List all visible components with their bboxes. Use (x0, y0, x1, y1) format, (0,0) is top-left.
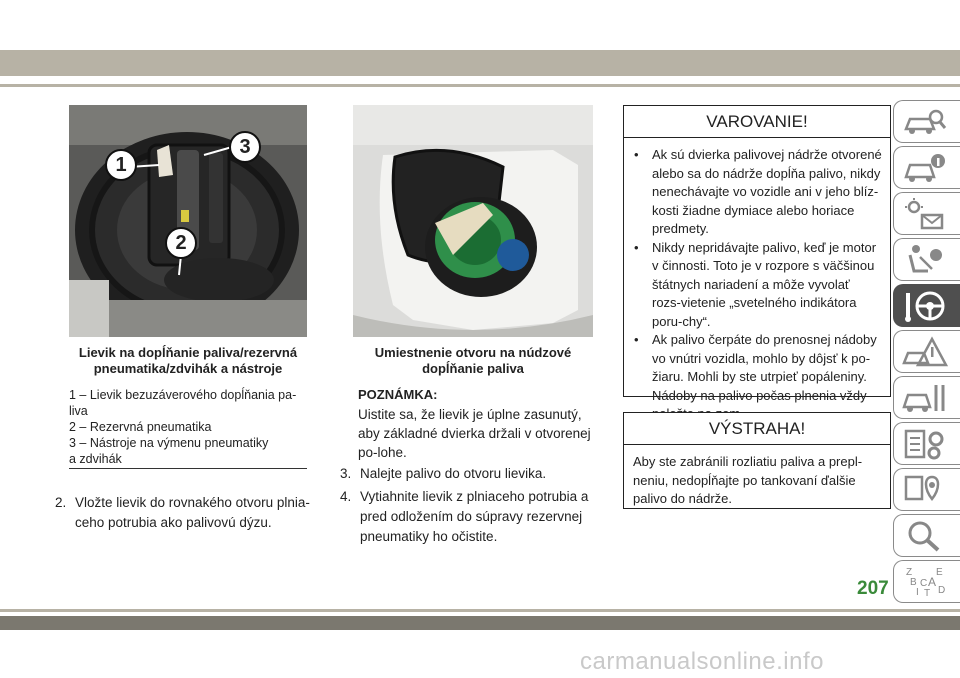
index-letter: E (936, 567, 943, 578)
header-band (0, 50, 960, 76)
watermark: carmanualsonline.info (580, 648, 824, 675)
specs-gears-icon (902, 427, 948, 461)
legend-rule (69, 468, 307, 469)
alphabet-index-icon (902, 565, 948, 599)
step-4 (340, 487, 608, 547)
tab-airbag-seat[interactable] (893, 238, 960, 281)
index-letter: Z (906, 567, 913, 578)
footer-band (0, 616, 960, 630)
step-2-number: 2. (55, 495, 67, 510)
tab-specs-gears[interactable] (893, 422, 960, 465)
figure2-caption: Umiestnenie otvoru na núdzové dopĺňanie paliva (374, 345, 572, 376)
warning-list (624, 138, 890, 424)
airbag-seat-icon (902, 243, 948, 277)
step-2-text: Vložte lievik do rovnakého otvoru plnia-ceho potrubia ako palivovú dýzu. (75, 495, 310, 530)
spare-tire-photo (69, 105, 307, 337)
bullet: • (634, 147, 639, 162)
bullet: • (634, 332, 639, 347)
note-title: POZNÁMKA: (358, 387, 438, 402)
index-letter: A (928, 575, 937, 589)
step-4-number: 4. (340, 489, 352, 504)
step-3-text: Nalejte palivo do otvoru lievika. (360, 466, 547, 481)
step-2 (55, 493, 325, 533)
header-rule (0, 84, 960, 87)
tab-search[interactable] (893, 514, 960, 557)
fuel-filler-photo (353, 105, 593, 337)
callout-3: 3 (229, 131, 261, 163)
warning-item (634, 331, 882, 424)
caution-text: Aby ste zabránili rozliatiu paliva a prepl-neniu, nedopĺňajte po tankovaní ďalšie palivo do nádrže. (633, 454, 863, 506)
steering-wheel-icon (902, 289, 948, 323)
warning-item (634, 146, 882, 239)
tab-car-warning[interactable] (893, 330, 960, 373)
index-letter: D (938, 585, 946, 596)
legend-item-2: 2 – Rezervná pneumatika (69, 420, 212, 434)
tab-car-search[interactable] (893, 100, 960, 143)
tab-steering-wheel[interactable] (893, 284, 960, 327)
tab-lights-message[interactable] (893, 192, 960, 235)
tab-car-tools[interactable] (893, 376, 960, 419)
warning-item-text: Nikdy nepridávajte palivo, keď je motor v činnosti. Toto je v rozpore s väčšinou štátnych nariadení a môže vyvolať rozs-vietenie „svetelného indikátora poru-chy“. (652, 239, 877, 329)
bullet: • (634, 239, 639, 255)
figure1-legend (69, 387, 307, 467)
warning-item-text: Ak sú dvierka palivovej nádrže otvorené alebo sa do nádrže dopĺňa palivo, nikdy nenechávajte vo vozidle ani v jeho blíz-kosti žiadne dymiace alebo horiace predmety. (652, 147, 882, 236)
index-letter: T (924, 588, 931, 599)
page-number: 207 (857, 578, 889, 599)
step-3-number: 3. (340, 466, 352, 481)
warning-title: VAROVANIE! (624, 106, 890, 138)
warning-item-text: Ak palivo čerpáte do prenosnej nádoby vo vnútri vozidla, mohlo by dôjsť k po-žiaru. Mohli by ste utrpieť popáleniny. Nádoby na palivo počas plnenia vždy (652, 332, 877, 403)
step-4-text: Vytiahnite lievik z plniaceho potrubia a pred odložením do súpravy rezervnej pneumatiky ho očistite. (360, 489, 589, 544)
warning-box (623, 105, 891, 403)
step-3 (340, 464, 608, 484)
index-letter: C (920, 578, 928, 589)
note-text: Uistite sa, že lievik je úplne zasunutý, aby základné dvierka držali v otvorenej po-lohe. (358, 407, 591, 460)
car-warning-icon (902, 335, 948, 369)
tab-alphabet-index[interactable] (893, 560, 960, 603)
search-icon (902, 519, 948, 553)
index-letter: I (916, 587, 919, 598)
tab-media-navigation[interactable] (893, 468, 960, 511)
legend-item-3: 3 – Nástroje na výmenu pneumatiky a zdvihák (69, 436, 269, 466)
media-navigation-icon (902, 473, 948, 507)
legend-item-1: 1 – Lievik bezuzáverového dopĺňania pa- liva (69, 388, 297, 418)
callout-1: 1 (105, 149, 137, 181)
lights-message-icon (902, 197, 948, 231)
warning-item (634, 239, 882, 332)
car-info-icon (902, 151, 948, 185)
car-tools-icon (902, 381, 948, 415)
index-letter: B (910, 577, 917, 588)
figure1-caption: Lievik na dopĺňanie paliva/rezervná pneumatika/zdvihák a nástroje (78, 345, 298, 376)
footer-rule (0, 609, 960, 612)
car-search-icon (902, 105, 948, 139)
caution-title: VÝSTRAHA! (624, 413, 890, 445)
tab-car-info[interactable] (893, 146, 960, 189)
callout-2: 2 (165, 227, 197, 259)
caution-box (623, 412, 891, 509)
